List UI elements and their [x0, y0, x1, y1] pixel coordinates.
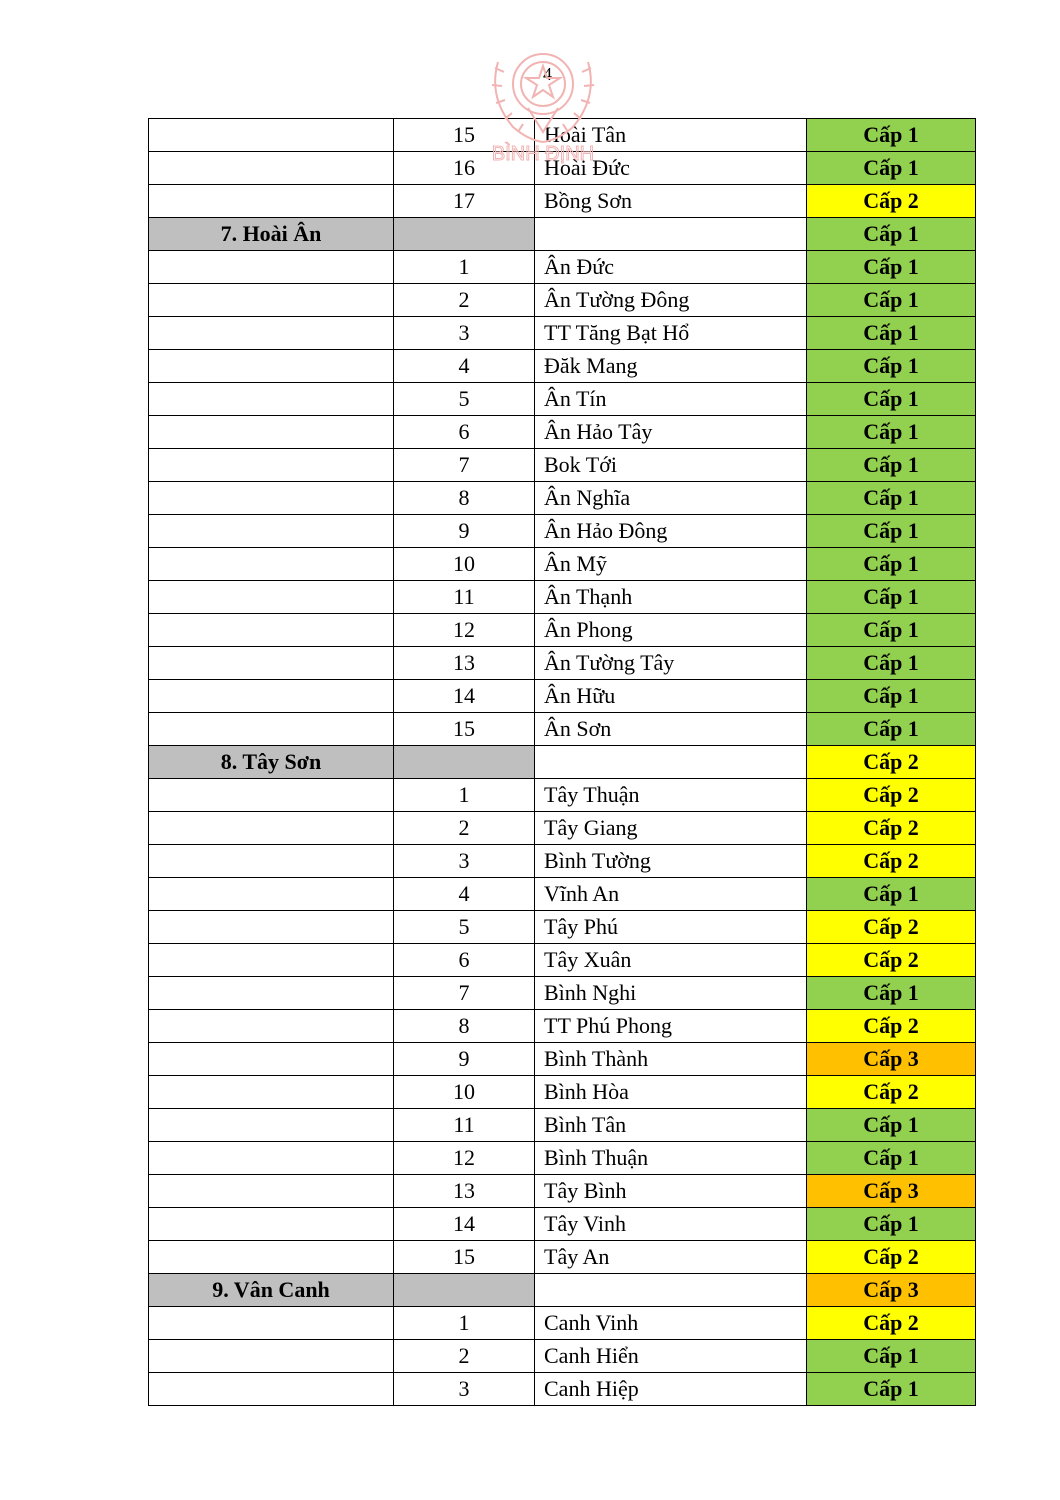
number-cell: 8	[394, 482, 535, 515]
commune-name-cell: Ân Hảo Đông	[535, 515, 807, 548]
commune-name-cell: Hoài Đức	[535, 152, 807, 185]
risk-level-cell: Cấp 1	[807, 1142, 976, 1175]
risk-level-cell: Cấp 1	[807, 119, 976, 152]
number-cell: 13	[394, 1175, 535, 1208]
table-row	[149, 581, 976, 614]
district-cell	[149, 383, 394, 416]
district-cell: 8. Tây Sơn	[149, 746, 394, 779]
table-row	[149, 713, 976, 746]
risk-level-cell: Cấp 1	[807, 152, 976, 185]
table-row	[149, 548, 976, 581]
risk-level-cell: Cấp 2	[807, 1076, 976, 1109]
table-row	[149, 812, 976, 845]
commune-name-cell: Canh Vinh	[535, 1307, 807, 1340]
number-cell: 9	[394, 1043, 535, 1076]
number-cell: 1	[394, 251, 535, 284]
risk-level-cell: Cấp 2	[807, 845, 976, 878]
commune-name-cell: Bình Nghi	[535, 977, 807, 1010]
number-cell: 17	[394, 185, 535, 218]
number-cell	[394, 1274, 535, 1307]
district-cell	[149, 1076, 394, 1109]
table-row	[149, 647, 976, 680]
district-cell	[149, 152, 394, 185]
commune-name-cell: Tây Xuân	[535, 944, 807, 977]
commune-name-cell: Bình Thuận	[535, 1142, 807, 1175]
page-number: 4	[543, 64, 552, 84]
number-cell: 15	[394, 713, 535, 746]
risk-level-cell: Cấp 1	[807, 284, 976, 317]
district-cell	[149, 350, 394, 383]
risk-level-cell: Cấp 1	[807, 614, 976, 647]
commune-name-cell: Canh Hiển	[535, 1340, 807, 1373]
district-row	[149, 218, 976, 251]
commune-name-cell: Tây Bình	[535, 1175, 807, 1208]
commune-name-cell: TT Tăng Bạt Hổ	[535, 317, 807, 350]
table-row	[149, 449, 976, 482]
district-cell	[149, 482, 394, 515]
risk-level-cell: Cấp 1	[807, 416, 976, 449]
district-row	[149, 746, 976, 779]
district-cell	[149, 416, 394, 449]
risk-level-cell: Cấp 1	[807, 515, 976, 548]
number-cell: 9	[394, 515, 535, 548]
risk-level-cell: Cấp 2	[807, 944, 976, 977]
risk-level-cell: Cấp 2	[807, 911, 976, 944]
commune-name-cell: Ân Tín	[535, 383, 807, 416]
district-cell: 7. Hoài Ân	[149, 218, 394, 251]
number-cell: 2	[394, 812, 535, 845]
risk-level-cell: Cấp 1	[807, 482, 976, 515]
district-cell	[149, 1010, 394, 1043]
number-cell: 15	[394, 1241, 535, 1274]
risk-level-cell: Cấp 1	[807, 548, 976, 581]
table-row	[149, 152, 976, 185]
table-row	[149, 1109, 976, 1142]
risk-level-cell: Cấp 1	[807, 1109, 976, 1142]
district-cell	[149, 317, 394, 350]
commune-name-cell: Tây An	[535, 1241, 807, 1274]
number-cell: 16	[394, 152, 535, 185]
commune-name-cell: Bình Hòa	[535, 1076, 807, 1109]
commune-name-cell: Canh Hiệp	[535, 1373, 807, 1406]
table-row	[149, 251, 976, 284]
risk-level-cell: Cấp 1	[807, 383, 976, 416]
risk-level-cell: Cấp 1	[807, 680, 976, 713]
table-row	[149, 317, 976, 350]
commune-name-cell: Ân Hảo Tây	[535, 416, 807, 449]
table-row	[149, 1340, 976, 1373]
risk-level-cell: Cấp 2	[807, 1307, 976, 1340]
commune-name-cell	[535, 218, 807, 251]
number-cell: 10	[394, 1076, 535, 1109]
district-cell: 9. Vân Canh	[149, 1274, 394, 1307]
number-cell: 8	[394, 1010, 535, 1043]
district-cell	[149, 1208, 394, 1241]
commune-name-cell	[535, 746, 807, 779]
district-cell	[149, 614, 394, 647]
district-cell	[149, 1340, 394, 1373]
district-cell	[149, 977, 394, 1010]
risk-level-cell: Cấp 1	[807, 878, 976, 911]
district-cell	[149, 845, 394, 878]
district-cell	[149, 581, 394, 614]
table-row	[149, 944, 976, 977]
risk-level-cell: Cấp 2	[807, 1241, 976, 1274]
commune-name-cell: Ân Đức	[535, 251, 807, 284]
number-cell: 11	[394, 581, 535, 614]
commune-name-cell: Ân Thạnh	[535, 581, 807, 614]
commune-name-cell: Ân Tường Đông	[535, 284, 807, 317]
number-cell: 15	[394, 119, 535, 152]
risk-level-cell: Cấp 1	[807, 449, 976, 482]
commune-name-cell: Bình Thành	[535, 1043, 807, 1076]
number-cell: 10	[394, 548, 535, 581]
table-row	[149, 284, 976, 317]
commune-name-cell: Tây Giang	[535, 812, 807, 845]
number-cell: 7	[394, 449, 535, 482]
commune-name-cell: Ân Nghĩa	[535, 482, 807, 515]
risk-level-cell: Cấp 1	[807, 317, 976, 350]
number-cell: 14	[394, 680, 535, 713]
commune-name-cell: Ân Mỹ	[535, 548, 807, 581]
risk-level-cell: Cấp 1	[807, 251, 976, 284]
district-cell	[149, 944, 394, 977]
risk-level-cell: Cấp 2	[807, 185, 976, 218]
table-row	[149, 878, 976, 911]
table-row	[149, 185, 976, 218]
risk-level-table	[148, 118, 976, 1406]
commune-name-cell: Bok Tới	[535, 449, 807, 482]
district-cell	[149, 251, 394, 284]
watermark-text: BÌNH ĐỊNH	[491, 143, 595, 165]
commune-name-cell: Hoài Tân	[535, 119, 807, 152]
number-cell	[394, 218, 535, 251]
district-cell	[149, 911, 394, 944]
commune-name-cell: Bình Tường	[535, 845, 807, 878]
number-cell: 3	[394, 1373, 535, 1406]
number-cell: 2	[394, 1340, 535, 1373]
commune-name-cell: Ân Hữu	[535, 680, 807, 713]
district-cell	[149, 1043, 394, 1076]
table-row	[149, 614, 976, 647]
district-cell	[149, 449, 394, 482]
table-row	[149, 1076, 976, 1109]
table-row	[149, 1010, 976, 1043]
commune-name-cell: TT Phú Phong	[535, 1010, 807, 1043]
risk-level-cell: Cấp 2	[807, 1010, 976, 1043]
number-cell: 6	[394, 944, 535, 977]
risk-level-cell: Cấp 2	[807, 746, 976, 779]
risk-level-cell: Cấp 1	[807, 1373, 976, 1406]
number-cell: 3	[394, 317, 535, 350]
table-row	[149, 515, 976, 548]
risk-level-cell: Cấp 3	[807, 1274, 976, 1307]
table-row	[149, 911, 976, 944]
table-row	[149, 680, 976, 713]
table-row	[149, 416, 976, 449]
table-row	[149, 845, 976, 878]
district-cell	[149, 878, 394, 911]
number-cell: 4	[394, 350, 535, 383]
district-cell	[149, 1373, 394, 1406]
district-cell	[149, 1307, 394, 1340]
number-cell	[394, 746, 535, 779]
table-row	[149, 482, 976, 515]
risk-level-cell: Cấp 1	[807, 1340, 976, 1373]
district-cell	[149, 779, 394, 812]
risk-level-cell: Cấp 1	[807, 581, 976, 614]
number-cell: 14	[394, 1208, 535, 1241]
commune-name-cell: Ân Phong	[535, 614, 807, 647]
number-cell: 12	[394, 1142, 535, 1175]
number-cell: 3	[394, 845, 535, 878]
table-row	[149, 1175, 976, 1208]
table-row	[149, 1307, 976, 1340]
number-cell: 1	[394, 779, 535, 812]
commune-name-cell: Bình Tân	[535, 1109, 807, 1142]
district-cell	[149, 647, 394, 680]
risk-level-cell: Cấp 1	[807, 218, 976, 251]
table-row	[149, 1142, 976, 1175]
number-cell: 11	[394, 1109, 535, 1142]
number-cell: 5	[394, 911, 535, 944]
district-cell	[149, 185, 394, 218]
district-cell	[149, 713, 394, 746]
commune-name-cell: Tây Thuận	[535, 779, 807, 812]
district-cell	[149, 1142, 394, 1175]
table-row	[149, 1208, 976, 1241]
commune-name-cell: Ân Tường Tây	[535, 647, 807, 680]
risk-level-cell: Cấp 3	[807, 1043, 976, 1076]
number-cell: 2	[394, 284, 535, 317]
table-row	[149, 1043, 976, 1076]
district-cell	[149, 284, 394, 317]
table-row	[149, 1373, 976, 1406]
commune-name-cell	[535, 1274, 807, 1307]
district-cell	[149, 1175, 394, 1208]
risk-level-cell: Cấp 1	[807, 1208, 976, 1241]
risk-level-cell: Cấp 1	[807, 350, 976, 383]
commune-name-cell: Ân Sơn	[535, 713, 807, 746]
table-row	[149, 977, 976, 1010]
table-row	[149, 119, 976, 152]
table-row	[149, 779, 976, 812]
risk-level-cell: Cấp 1	[807, 647, 976, 680]
district-cell	[149, 812, 394, 845]
district-row	[149, 1274, 976, 1307]
commune-name-cell: Vĩnh An	[535, 878, 807, 911]
number-cell: 5	[394, 383, 535, 416]
district-cell	[149, 1241, 394, 1274]
risk-level-cell: Cấp 2	[807, 779, 976, 812]
risk-level-cell: Cấp 1	[807, 713, 976, 746]
table-row	[149, 383, 976, 416]
commune-name-cell: Đăk Mang	[535, 350, 807, 383]
district-cell	[149, 680, 394, 713]
risk-level-cell: Cấp 2	[807, 812, 976, 845]
risk-level-cell: Cấp 1	[807, 977, 976, 1010]
table-row	[149, 350, 976, 383]
commune-name-cell: Tây Vinh	[535, 1208, 807, 1241]
district-cell	[149, 515, 394, 548]
commune-name-cell: Tây Phú	[535, 911, 807, 944]
commune-name-cell: Bồng Sơn	[535, 185, 807, 218]
district-cell	[149, 548, 394, 581]
district-cell	[149, 119, 394, 152]
number-cell: 13	[394, 647, 535, 680]
number-cell: 7	[394, 977, 535, 1010]
number-cell: 6	[394, 416, 535, 449]
district-cell	[149, 1109, 394, 1142]
number-cell: 1	[394, 1307, 535, 1340]
table-row	[149, 1241, 976, 1274]
number-cell: 4	[394, 878, 535, 911]
number-cell: 12	[394, 614, 535, 647]
risk-level-cell: Cấp 3	[807, 1175, 976, 1208]
